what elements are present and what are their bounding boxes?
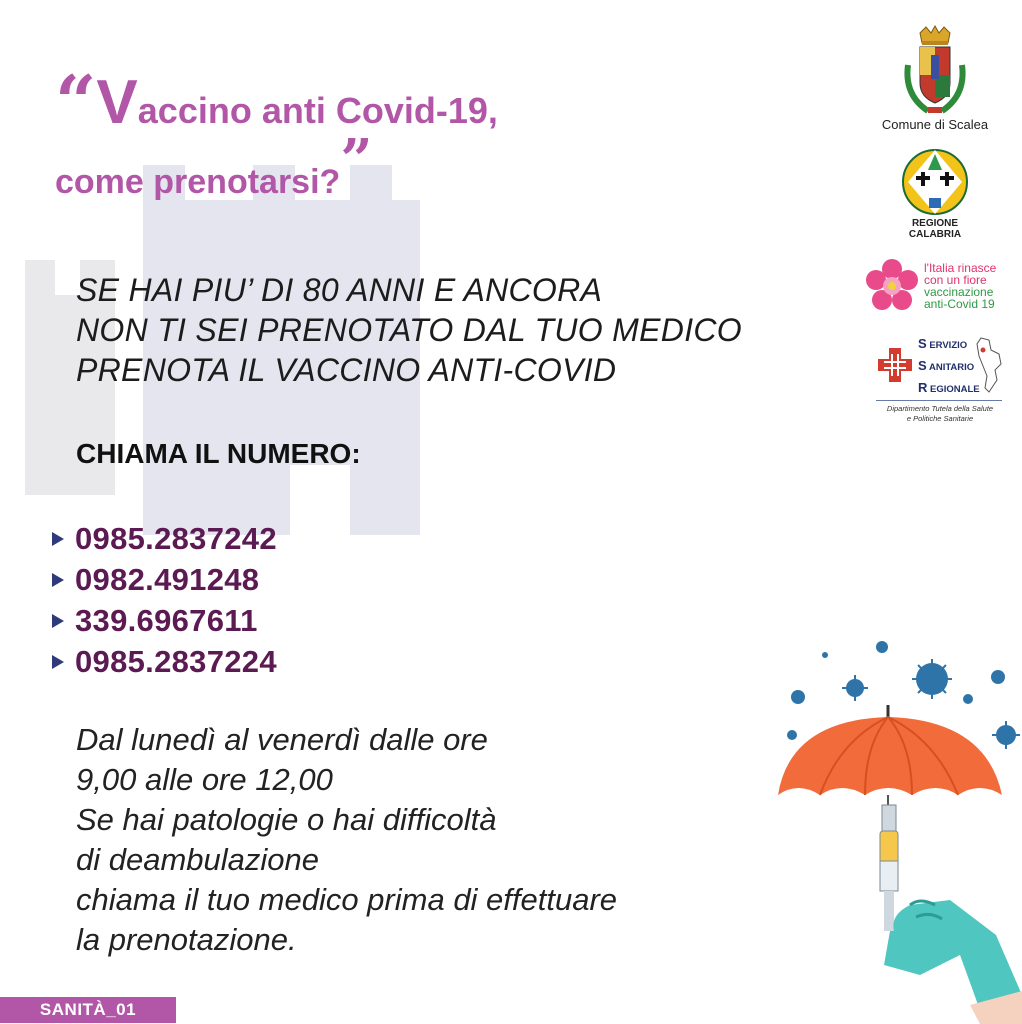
- ssr-initial: S: [918, 336, 927, 351]
- calabria-emblem-icon: [902, 148, 968, 216]
- calabria-label-line: REGIONE: [911, 218, 959, 229]
- title-line-1: accino anti Covid-19,: [137, 90, 498, 131]
- title-line-2: come prenotarsi?: [55, 163, 341, 201]
- phone-item[interactable]: [52, 518, 277, 559]
- play-arrow-icon: [52, 573, 64, 587]
- hours-line: la prenotazione.: [76, 922, 297, 957]
- play-arrow-icon: [52, 614, 64, 628]
- rinasce-line: vaccinazione: [924, 285, 994, 299]
- title-first-letter: V: [96, 68, 138, 137]
- umbrella-vaccine-illustration: [770, 635, 1022, 1024]
- department-text: [870, 404, 1010, 424]
- hours-text: [76, 720, 617, 960]
- section-tag: SANITÀ_01: [0, 997, 176, 1023]
- phone-item[interactable]: [52, 641, 277, 682]
- open-quote: “: [55, 59, 97, 144]
- rinasce-line: anti-Covid 19: [924, 297, 995, 311]
- page-title: [55, 59, 498, 202]
- calabria-label-line: CALABRIA: [908, 229, 962, 240]
- scalea-label: Comune di Scalea: [881, 117, 989, 132]
- ssr-text: [918, 334, 980, 400]
- health-cross-icon: [876, 346, 914, 384]
- phone-number[interactable]: 0982.491248: [75, 561, 260, 597]
- hours-line: 9,00 alle ore 12,00: [76, 762, 333, 797]
- phone-number[interactable]: 339.6967611: [75, 602, 258, 638]
- hours-line: chiama il tuo medico prima di effettuare: [76, 882, 618, 917]
- calabria-label: [885, 218, 985, 240]
- primrose-flower-icon: [864, 258, 920, 314]
- hours-line: Se hai patologie o hai difficoltà: [76, 802, 497, 837]
- scalea-crest-icon: [898, 25, 972, 117]
- department-line: e Politiche Sanitarie: [906, 414, 974, 423]
- rinasce-line: l'Italia rinasce: [924, 261, 997, 275]
- calabria-map-icon: [975, 336, 1003, 394]
- phone-number[interactable]: 0985.2837224: [75, 643, 277, 679]
- intro-line: NON TI SEI PRENOTATO DAL TUO MEDICO: [76, 312, 742, 348]
- play-arrow-icon: [52, 655, 64, 669]
- intro-line: PRENOTA IL VACCINO ANTI-COVID: [76, 352, 617, 388]
- ssr-word: ERVIZIO: [929, 340, 968, 351]
- department-line: Dipartimento Tutela della Salute: [886, 404, 994, 413]
- phone-item[interactable]: [52, 600, 277, 641]
- rinasce-text: [924, 262, 996, 310]
- call-header: CHIAMA IL NUMERO:: [76, 438, 361, 469]
- ssr-initial: R: [918, 380, 928, 395]
- ssr-initial: S: [918, 358, 927, 373]
- ssr-word: ANITARIO: [928, 362, 975, 373]
- close-quote: ”: [340, 127, 373, 193]
- hours-line: di deambulazione: [76, 842, 320, 877]
- intro-line: SE HAI PIU’ DI 80 ANNI E ANCORA: [76, 272, 603, 308]
- intro-text: [76, 270, 742, 390]
- phone-list: [52, 518, 277, 682]
- hours-line: Dal lunedì al venerdì dalle ore: [76, 722, 488, 757]
- phone-number[interactable]: 0985.2837242: [75, 520, 277, 556]
- play-arrow-icon: [52, 532, 64, 546]
- phone-item[interactable]: [52, 559, 277, 600]
- divider: [876, 400, 1002, 401]
- rinasce-line: con un fiore: [924, 273, 987, 287]
- ssr-word: EGIONALE: [930, 384, 980, 395]
